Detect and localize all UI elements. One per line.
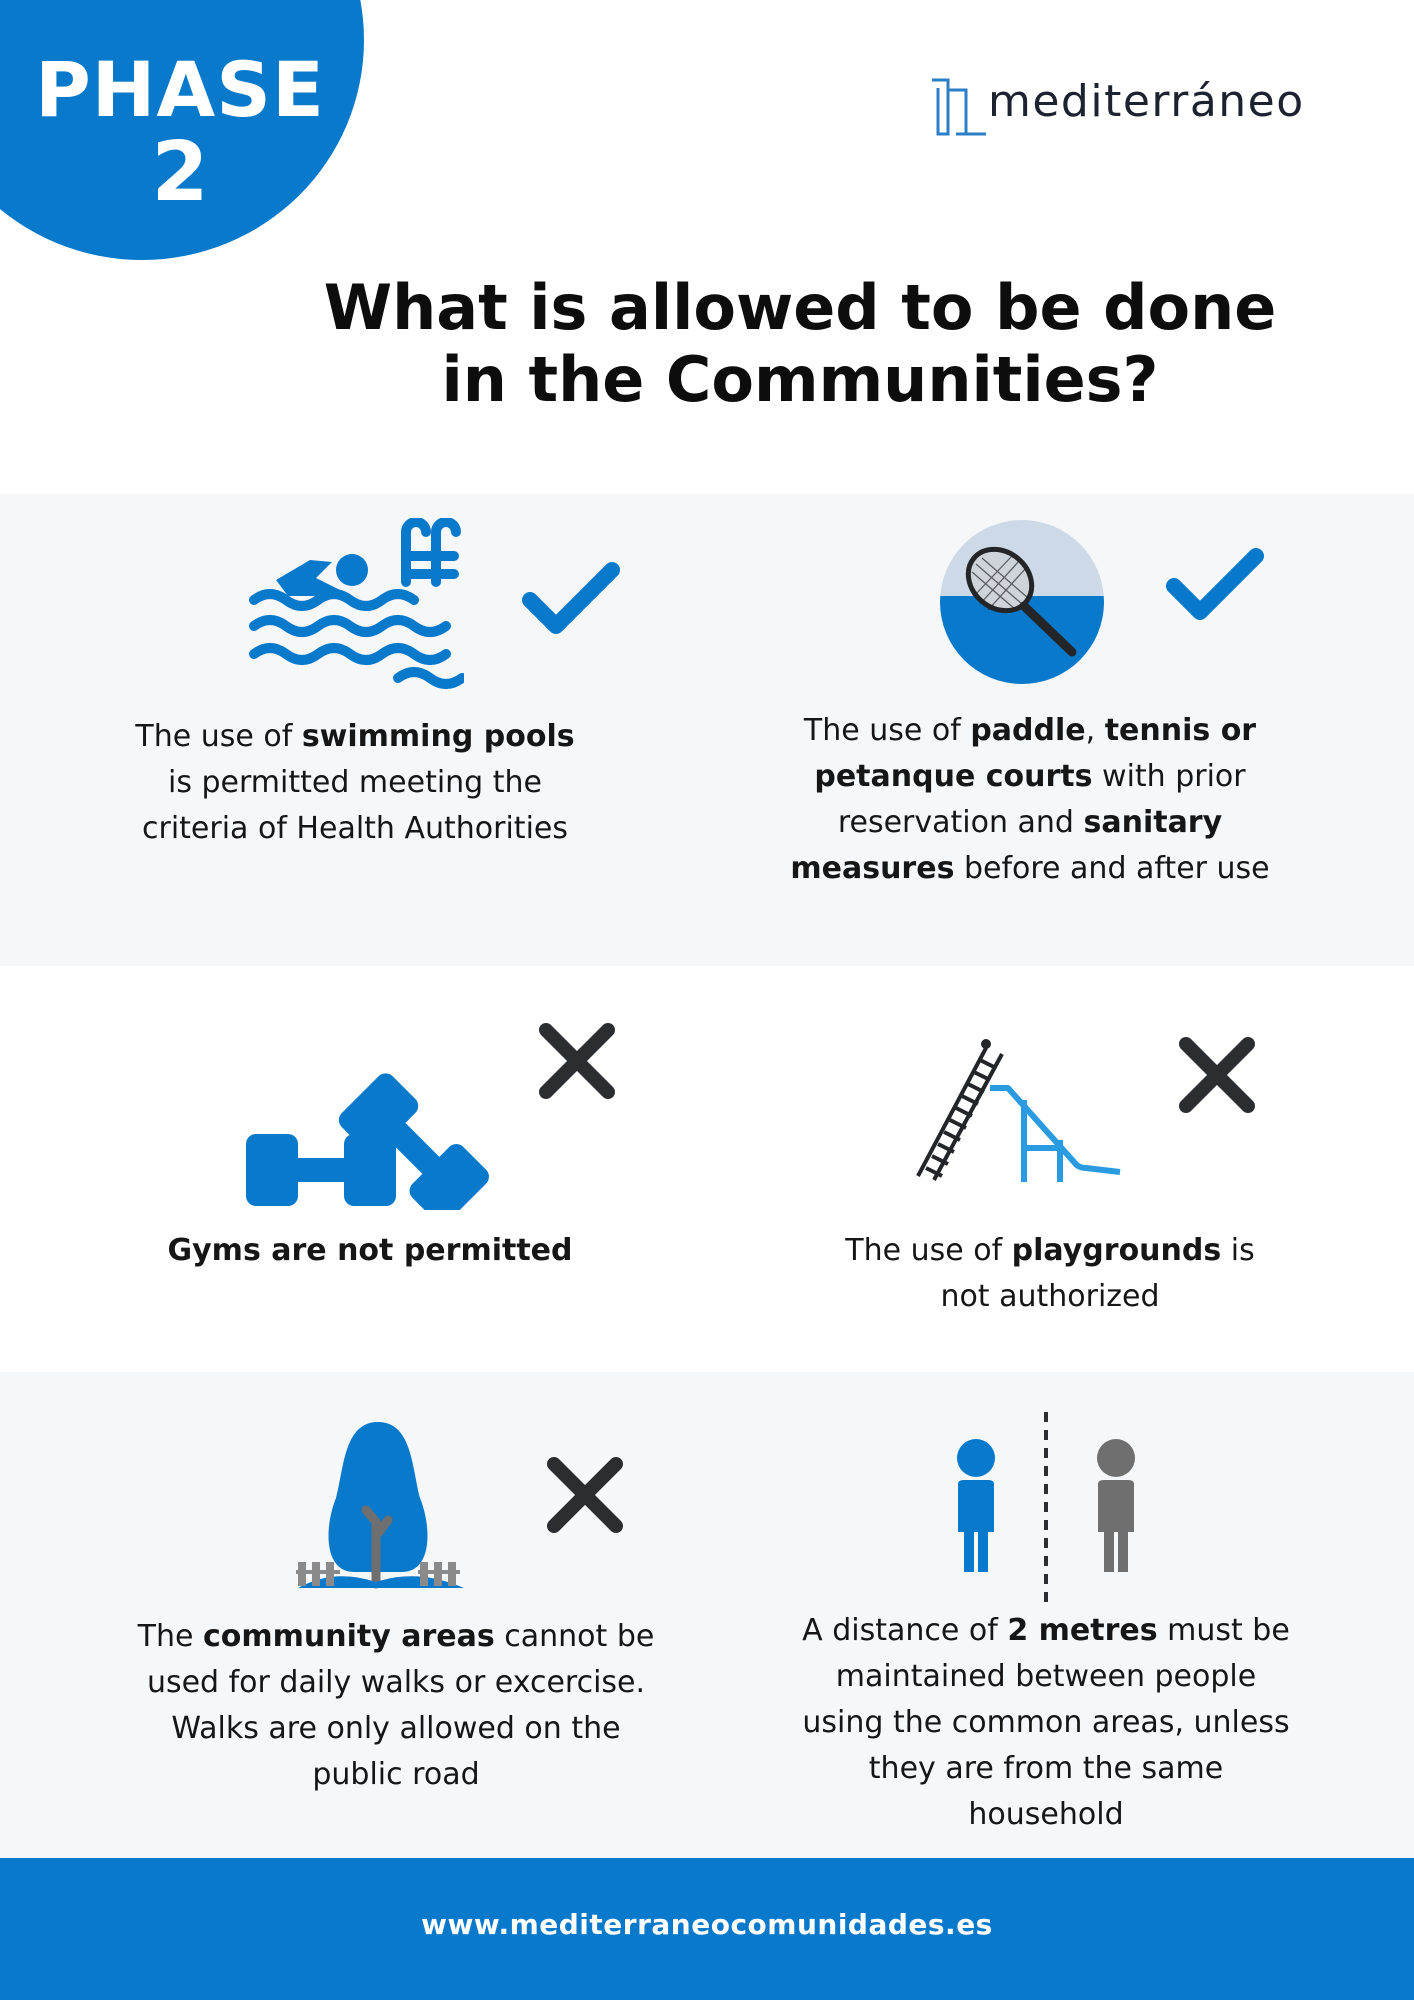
phase-number: 2 xyxy=(151,125,209,220)
brand-logo xyxy=(928,76,1308,138)
caption-community-areas xyxy=(96,1614,696,1798)
caption-swimming-pools xyxy=(60,714,650,852)
caption-line: The use of playgrounds is xyxy=(845,1233,1255,1268)
caption-line: Gyms are not permitted xyxy=(167,1233,573,1268)
caption-line: public road xyxy=(312,1757,480,1792)
check-icon xyxy=(1164,546,1266,626)
caption-line: using the common areas, unless xyxy=(802,1705,1290,1740)
website-link[interactable]: www.mediterraneocomunidades.es xyxy=(421,1908,993,1941)
building-logo-icon xyxy=(928,76,992,138)
swimmer-pool-icon xyxy=(248,518,464,700)
phase-label: PHASE xyxy=(35,45,325,134)
brand-name: mediterráneo xyxy=(988,76,1305,127)
caption-line: The use of paddle, tennis or xyxy=(803,713,1257,748)
people-distance-icon xyxy=(944,1408,1148,1604)
footer-bar xyxy=(0,1858,1414,2000)
check-icon xyxy=(520,560,622,640)
dumbbells-icon xyxy=(244,1060,490,1210)
caption-line: measures before and after use xyxy=(790,851,1270,886)
caption-line: used for daily walks or excercise. xyxy=(146,1665,646,1700)
caption-line: The use of swimming pools xyxy=(135,719,575,754)
caption-courts xyxy=(740,708,1320,892)
caption-line: reservation and sanitary xyxy=(837,805,1223,840)
caption-line: household xyxy=(968,1797,1124,1832)
caption-line: The community areas cannot be xyxy=(137,1619,655,1654)
cross-icon xyxy=(536,1020,618,1102)
park-tree-icon xyxy=(294,1418,468,1590)
caption-line: petanque courts with prior xyxy=(814,759,1246,794)
tennis-racket-icon xyxy=(940,520,1104,684)
page-title xyxy=(260,272,1340,416)
cross-icon xyxy=(544,1454,626,1536)
page-title-line-1: What is allowed to be done xyxy=(323,271,1277,344)
playground-slide-icon xyxy=(914,1036,1128,1186)
caption-playgrounds xyxy=(760,1228,1340,1320)
caption-line: criteria of Health Authorities xyxy=(142,811,568,846)
page-title-line-2: in the Communities? xyxy=(441,343,1159,416)
caption-line: is permitted meeting the xyxy=(168,765,542,800)
phase-badge xyxy=(0,45,360,220)
caption-line: maintained between people xyxy=(835,1659,1257,1694)
caption-distance xyxy=(746,1608,1346,1838)
caption-line: they are from the same xyxy=(868,1751,1224,1786)
caption-line: A distance of 2 metres must be xyxy=(802,1613,1290,1648)
cross-icon xyxy=(1176,1034,1258,1116)
caption-line: not authorized xyxy=(940,1279,1160,1314)
caption-gyms xyxy=(90,1228,650,1274)
caption-line: Walks are only allowed on the xyxy=(171,1711,621,1746)
